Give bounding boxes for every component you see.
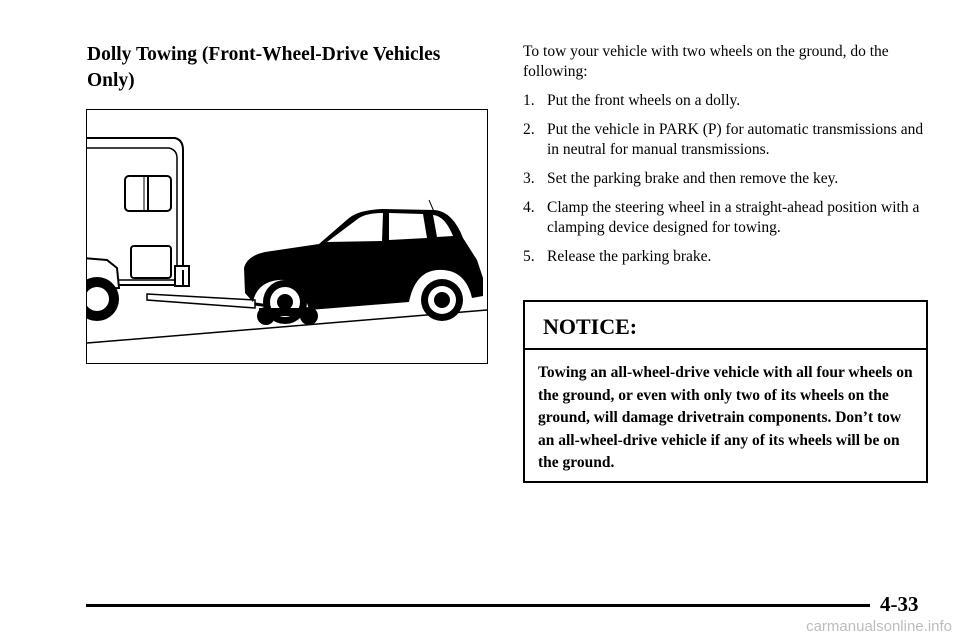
steps-list xyxy=(523,91,935,267)
step-number: 2. xyxy=(523,121,535,138)
footer-rule xyxy=(86,604,870,607)
step-number: 3. xyxy=(523,170,535,187)
list-item xyxy=(523,198,935,238)
notice-box xyxy=(523,300,928,483)
notice-heading: NOTICE: xyxy=(525,302,926,350)
step-number: 4. xyxy=(523,199,535,216)
section-title: Dolly Towing (Front-Wheel-Drive Vehicles Only) xyxy=(87,44,441,91)
page-number: 4-33 xyxy=(880,592,919,616)
step-number: 5. xyxy=(523,248,535,265)
step-number: 1. xyxy=(523,92,535,109)
list-item xyxy=(523,247,935,267)
tow-bar xyxy=(147,294,255,308)
step-text: Release the parking brake. xyxy=(547,248,712,265)
watermark: carmanualsonline.info xyxy=(806,618,952,635)
intro-paragraph: To tow your vehicle with two wheels on the ground, do the following: xyxy=(523,43,889,80)
tow-dolly-illustration xyxy=(86,109,488,364)
list-item xyxy=(523,120,935,160)
notice-body: Towing an all-wheel-drive vehicle with all four wheels on the ground, or even with only two of its wheels on the ground, will damage drivetrain components. Don’t tow an all-wheel-drive vehicle if any of its wheels will be on the ground. xyxy=(538,364,913,471)
instructions-column xyxy=(523,42,935,276)
step-text: Set the parking brake and then remove the key. xyxy=(547,170,839,187)
list-item xyxy=(523,169,935,189)
step-text: Put the front wheels on a dolly. xyxy=(547,92,741,109)
step-text: Put the vehicle in PARK (P) for automatic transmissions and in neutral for manual transmissions. xyxy=(547,121,924,158)
list-item xyxy=(523,91,935,111)
motorhome-illustration xyxy=(87,138,189,290)
step-text: Clamp the steering wheel in a straight-ahead position with a clamping device designed for towing. xyxy=(547,199,920,236)
